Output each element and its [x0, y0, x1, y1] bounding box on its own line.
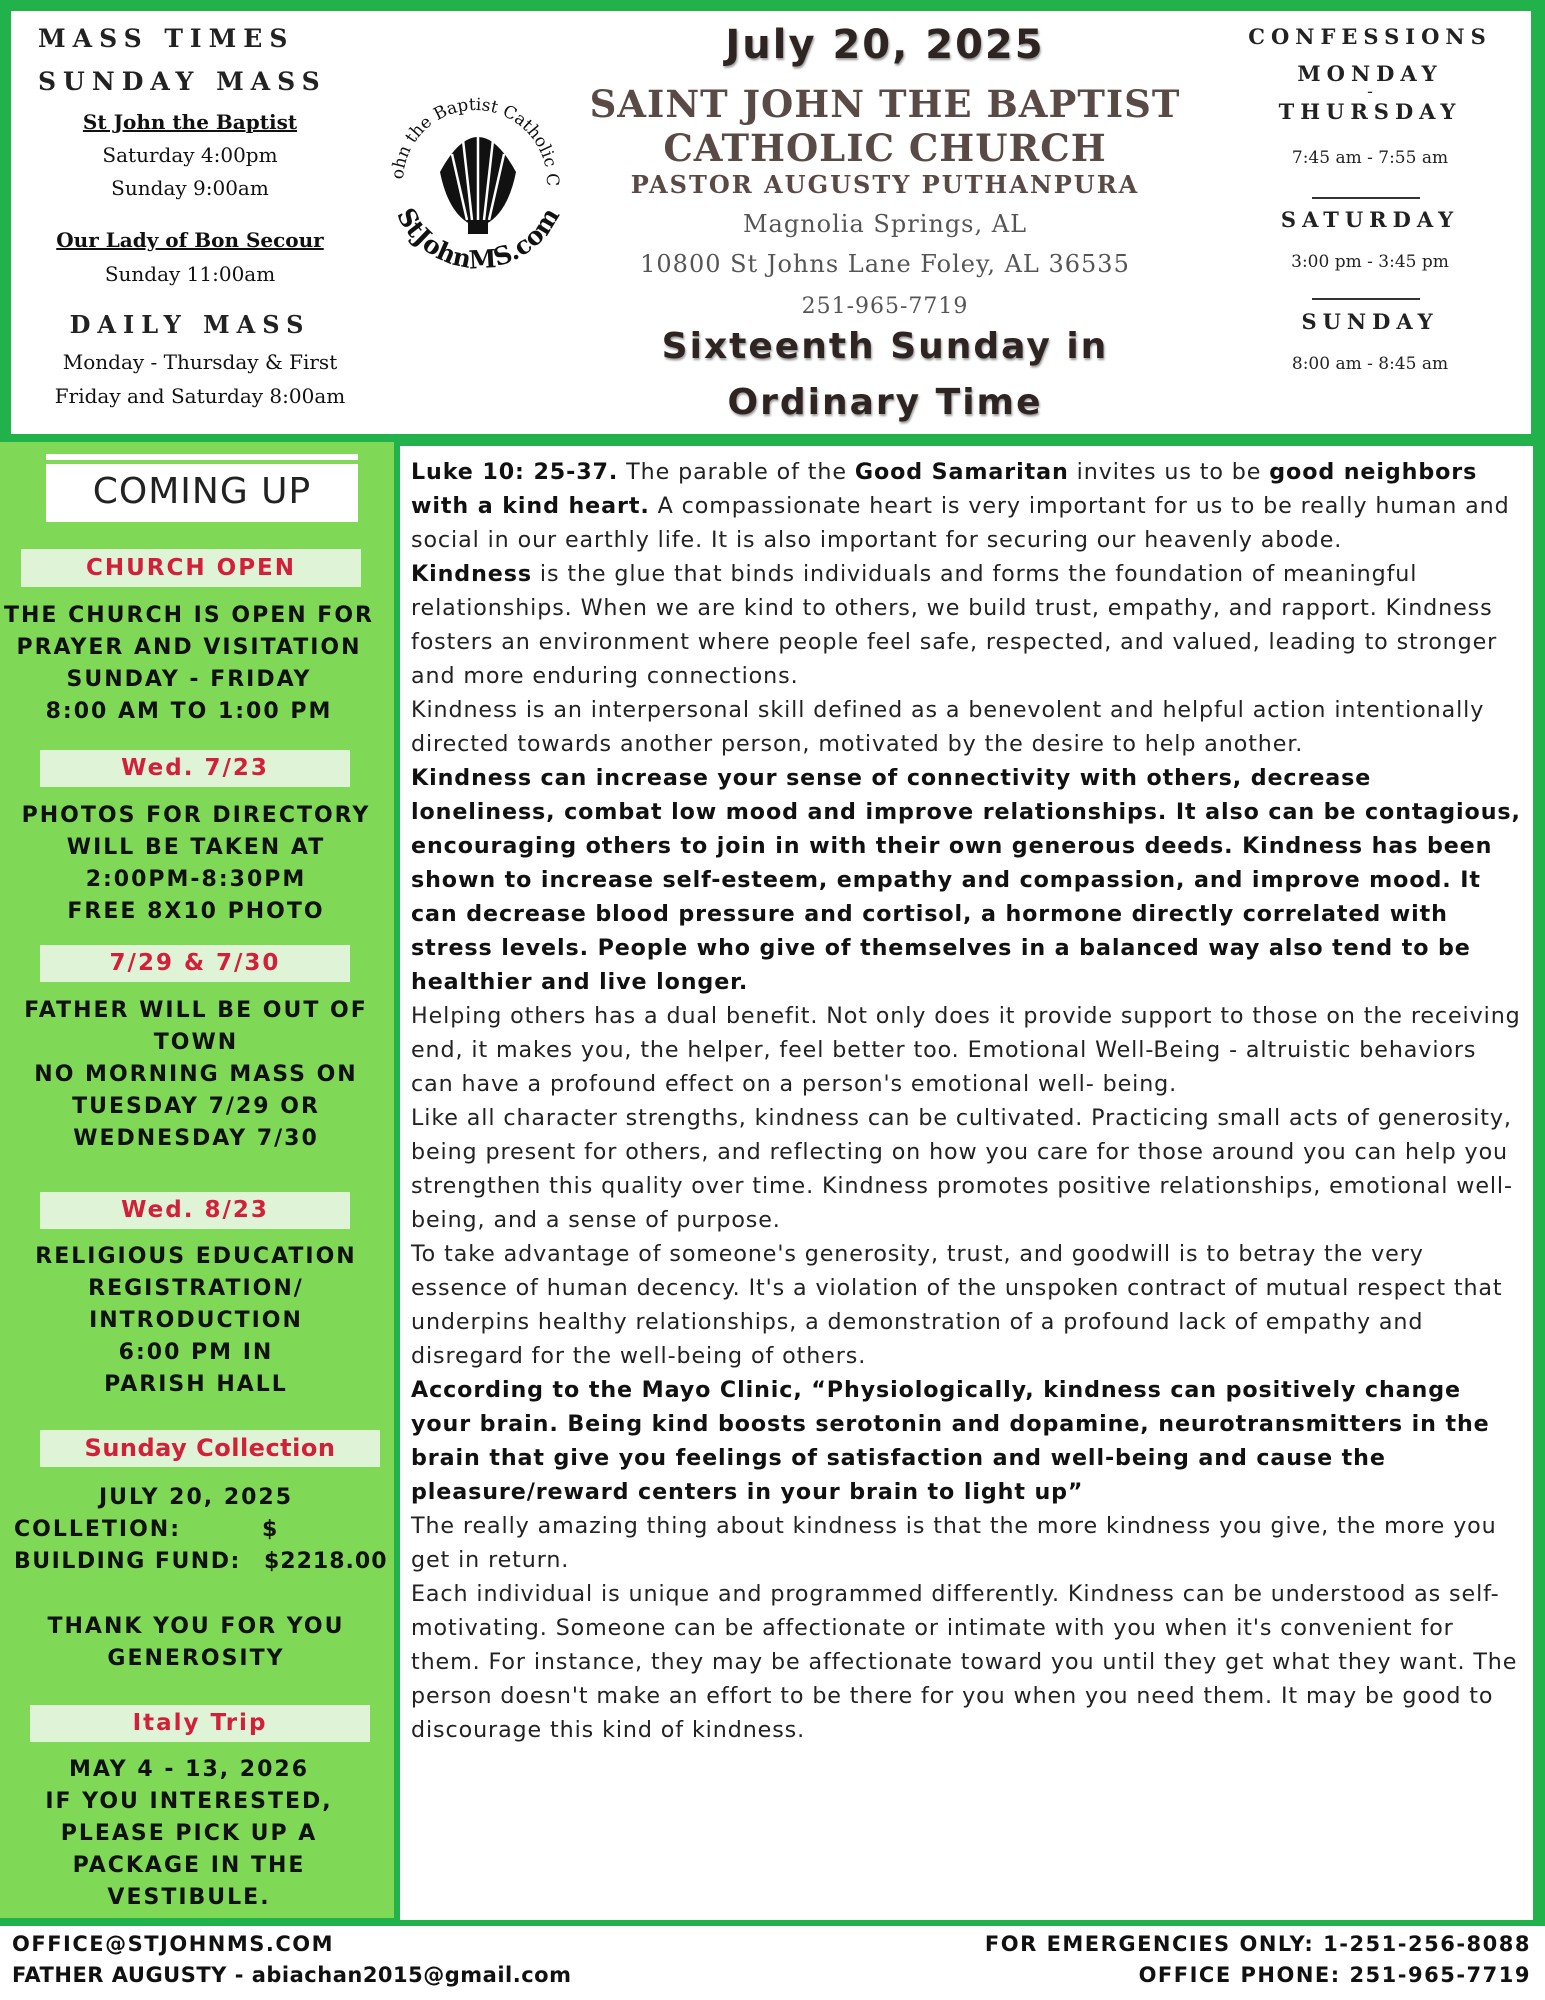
building-fund-label: BUILDING FUND:	[14, 1549, 241, 1574]
emergency-phone: FOR EMERGENCIES ONLY: 1-251-256-8088	[984, 1932, 1531, 1956]
section-body: FATHER WILL BE OUT OF TOWN NO MORNING MASS ON TUESDAY 7/29 OR WEDNESDAY 7/30	[24, 998, 368, 1151]
paragraph: The really amazing thing about kindness is that the more kindness you give, the more you get in return.	[411, 1513, 1497, 1573]
paragraph: Kindness is the glue that binds individuals and forms the foundation of meaningful relationships. When we are kind to others, we build trust, empathy, and rapport. Kindness fosters an environment where people feel safe, respected, and valued, leading to stronger and more enduring connections.	[411, 561, 1498, 689]
church-phone: 251-965-7719	[801, 294, 969, 319]
church-logo	[368, 62, 588, 282]
church-name-line1: SAINT JOHN THE BAPTIST	[589, 82, 1181, 126]
daily-line1: Monday - Thursday & First	[62, 350, 338, 374]
confessions-title: CONFESSIONS	[1248, 24, 1492, 49]
loc2-time1: Sunday 11:00am	[104, 262, 276, 286]
paragraph: To take advantage of someone's generosity, trust, and goodwill is to betray the very essence of human decency. It's a violation of the unspoken contract of mutual respect that underpins healthy relationships, a demonstration of a profound lack of empathy and disregard for the well-being of others.	[411, 1241, 1503, 1369]
reflection-article	[411, 455, 1523, 1747]
colletion-value: $	[262, 1517, 280, 1542]
paragraph: Helping others has a dual benefit. Not only does it provide support to those on the receiving end, it makes you, the helper, feel better too. Emotional Well-Being - altruistic behaviors can have a profound effect on a person's emotional well- being.	[411, 1003, 1521, 1097]
section-label: Wed. 7/23	[40, 750, 350, 787]
sunday-title-line2: Ordinary Time	[727, 382, 1043, 423]
section-body: MAY 4 - 13, 2026 IF YOU INTERESTED, PLEASE PICK UP A PACKAGE IN THE VESTIBULE.	[45, 1757, 333, 1910]
thanks-line1: THANK YOU FOR YOU	[47, 1614, 345, 1639]
logo-graphic	[368, 62, 588, 282]
section-label: CHURCH OPEN	[21, 549, 361, 587]
sunday-title-line1: Sixteenth Sunday in	[661, 326, 1109, 367]
paragraph: According to the Mayo Clinic, “Physiologically, kindness can positively change your brain. Being kind boosts serotonin and dopamine, neurotransmitters in the brain that give you feelings of satisfaction and well-being and cause the pleasure/reward centers in your brain to light up”	[411, 1377, 1490, 1505]
conf-time2: 3:00 pm - 3:45 pm	[1291, 252, 1449, 272]
conf-divider	[1312, 197, 1420, 199]
conf-day-thursday: THURSDAY	[1278, 99, 1462, 124]
office-phone: OFFICE PHONE: 251-965-7719	[1138, 1963, 1531, 1987]
paragraph: Kindness can increase your sense of connectivity with others, decrease loneliness, combat low mood and improve relationships. It also can be contagious, encouraging others to join in with their own generous deeds. Kindness has been shown to increase self-esteem, empathy and compassion, and improve mood. It can decrease blood pressure and cortisol, a hormone directly correlated with stress levels. People who give of themselves in a balanced way also tend to be healthier and live longer.	[411, 765, 1521, 995]
conf-time1: 7:45 am - 7:55 am	[1291, 148, 1449, 168]
sunday-mass-title: SUNDAY MASS	[38, 67, 327, 96]
father-email[interactable]: FATHER AUGUSTY - abiachan2015@gmail.com	[12, 1963, 572, 1987]
paragraph: Each individual is unique and programmed differently. Kindness can be understood as self-motivating. Someone can be affectionate or intimate with you when it's convenient for them. For instance, they may be affectionate toward you until they get what they want. The person doesn't make an effort to be there for you when you need them. It may be good to discourage this kind of kindness.	[411, 1581, 1518, 1743]
section-label: 7/29 & 7/30	[40, 945, 350, 982]
conf-day-saturday: SATURDAY	[1280, 207, 1460, 232]
loc1-name: St John the Baptist	[82, 110, 298, 134]
loc1-time2: Sunday 9:00am	[111, 176, 269, 200]
section-label: Sunday Collection	[40, 1430, 380, 1467]
mass-times-title: MASS TIMES	[38, 24, 295, 53]
collection-date: JULY 20, 2025	[98, 1485, 294, 1510]
loc1-time1: Saturday 4:00pm	[102, 143, 278, 167]
logo-url-text: StJohnMS.com	[391, 202, 566, 275]
section-body: PHOTOS FOR DIRECTORY WILL BE TAKEN AT 2:00PM-8:30PM FREE 8X10 PHOTO	[21, 803, 371, 924]
section-body: THE CHURCH IS OPEN FOR PRAYER AND VISITATION SUNDAY - FRIDAY 8:00 AM TO 1:00 PM	[4, 603, 374, 724]
church-name-line2: CATHOLIC CHURCH	[663, 126, 1107, 170]
coming-up-rule	[46, 460, 358, 464]
church-city: Magnolia Springs, AL	[742, 210, 1028, 238]
daily-line2: Friday and Saturday 8:00am	[54, 384, 346, 408]
conf-day-monday: MONDAY	[1297, 61, 1443, 86]
thanks-line2: GENEROSITY	[107, 1646, 285, 1671]
building-fund-value: $2218.00	[264, 1549, 388, 1574]
section-label: Italy Trip	[30, 1705, 370, 1742]
logo-arc-text: ohn the Baptist Catholic C	[387, 94, 563, 187]
office-email[interactable]: OFFICE@STJOHNMS.COM	[12, 1932, 335, 1956]
church-address: 10800 St Johns Lane Foley, AL 36535	[640, 250, 1130, 278]
pastor-name: PASTOR AUGUSTY PUTHANPURA	[630, 170, 1140, 199]
conf-day-sunday: SUNDAY	[1301, 309, 1439, 334]
paragraph: Like all character strengths, kindness can be cultivated. Practicing small acts of generosity, being present for others, and reflecting on how you care for those around you can help you strengthen this quality over time. Kindness promotes positive relationships, emotional well-being, and a sense of purpose.	[411, 1105, 1513, 1233]
daily-mass-title: DAILY MASS	[69, 310, 311, 339]
bulletin-date: July 20, 2025	[725, 22, 1045, 68]
conf-dash: -	[1367, 82, 1373, 102]
colletion-label: COLLETION:	[14, 1517, 182, 1542]
coming-up-title: COMING UP	[46, 454, 358, 522]
paragraph: Kindness is an interpersonal skill defined as a benevolent and helpful action intentionally directed towards another person, motivated by the desire to help another.	[411, 697, 1485, 757]
conf-time3: 8:00 am - 8:45 am	[1291, 354, 1449, 374]
paragraph: Luke 10: 25-37. The parable of the Good Samaritan invites us to be good neighbors with a kind heart. A compassionate heart is very important for us to be really human and social in our earthly life. It is also important for securing our heavenly abode.	[411, 459, 1510, 553]
shell-icon	[440, 132, 516, 234]
loc2-name: Our Lady of Bon Secour	[56, 228, 324, 252]
section-label: Wed. 8/23	[40, 1192, 350, 1229]
conf-divider	[1312, 298, 1420, 300]
section-body: RELIGIOUS EDUCATION REGISTRATION/ INTRODUCTION 6:00 PM IN PARISH HALL	[35, 1244, 357, 1397]
